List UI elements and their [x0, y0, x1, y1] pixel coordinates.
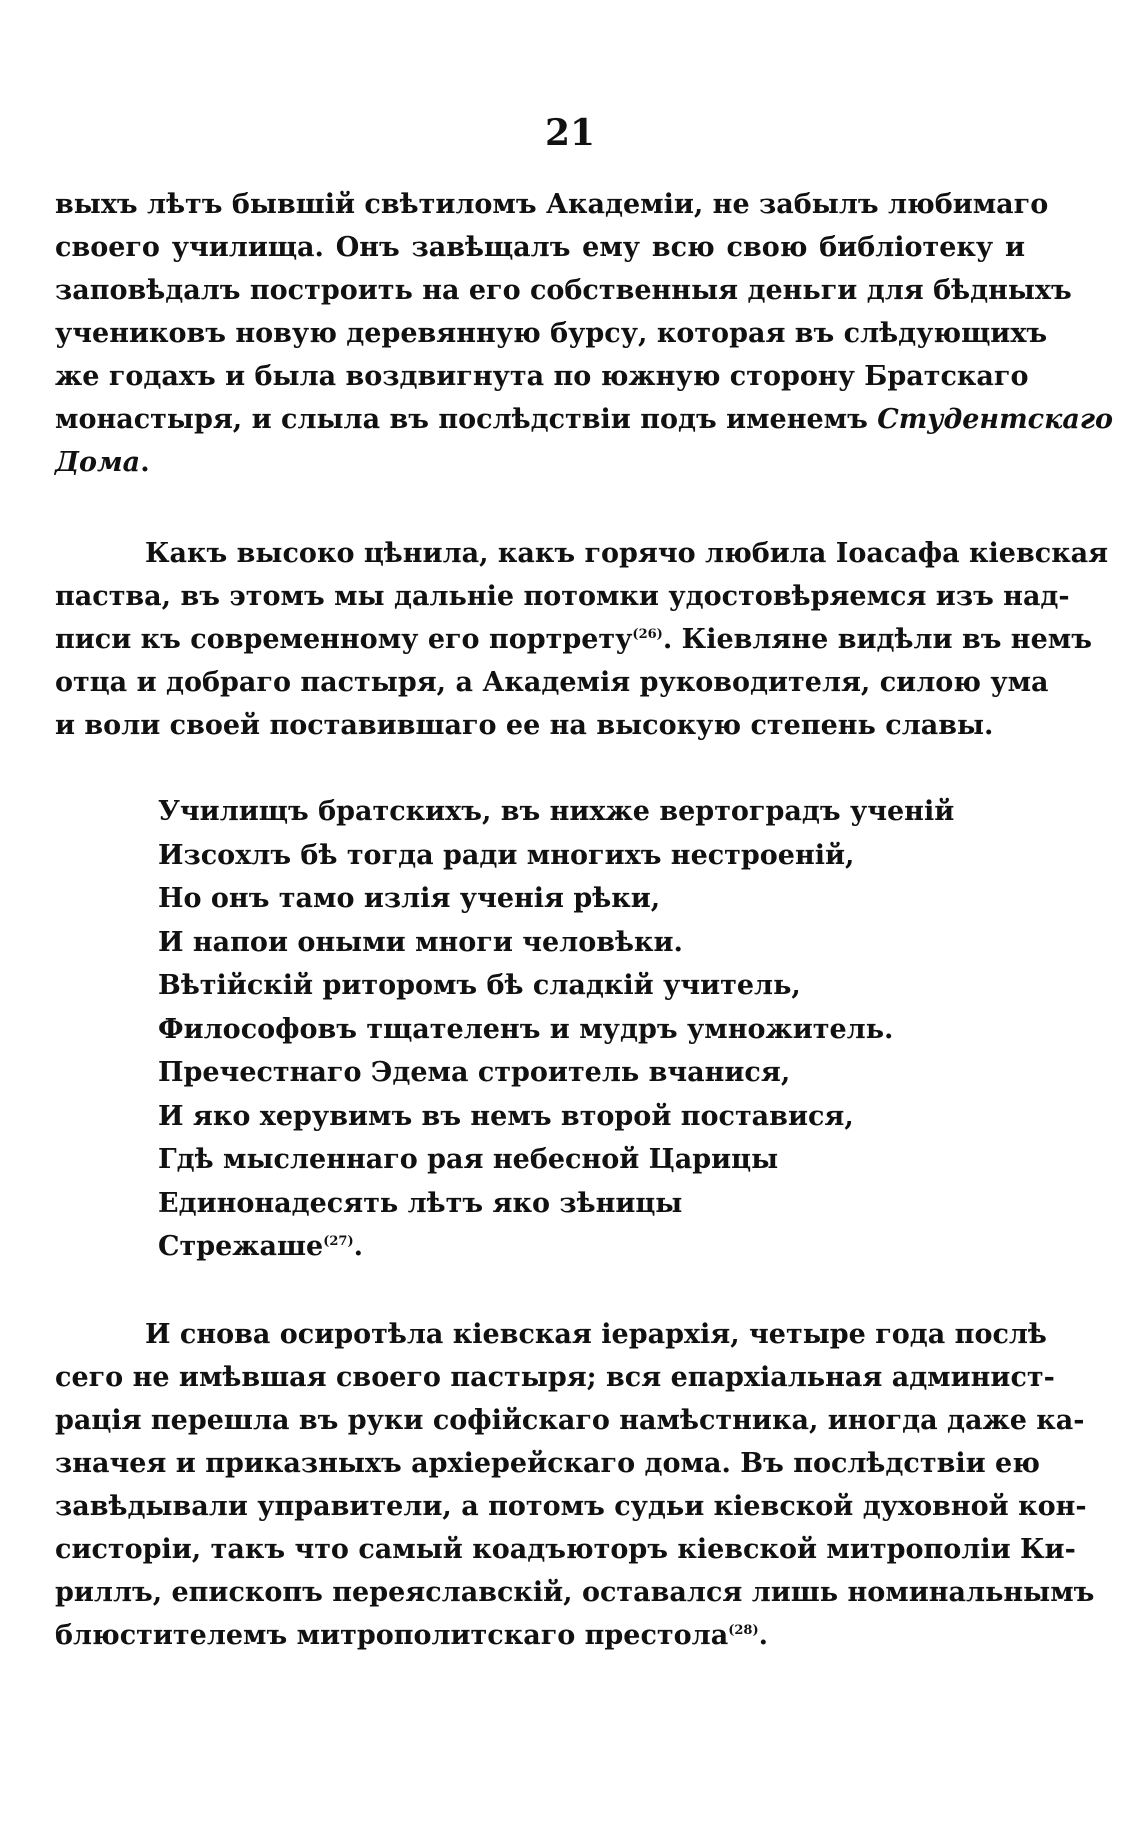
text-line: рація перешла въ руки софійскаго намѣстника, иногда даже ка- [55, 1405, 1085, 1436]
text-line: И снова осиротѣла кіевская іерархія, четыре года послѣ [145, 1319, 1047, 1350]
page-number: 21 [544, 112, 596, 154]
text-line: отца и добраго пастыря, а Академія руководителя, силою ума [55, 667, 1049, 698]
text-line: и воли своей поставившаго ее на высокую степень славы. [55, 710, 994, 741]
verse-line: Изсохлъ бѣ тогда ради многихъ нестроеній, [158, 839, 855, 871]
text-line: риллъ, епископъ переяславскій, оставался лишь номинальнымъ [55, 1577, 1095, 1608]
verse-line: Училищъ братскихъ, въ нихже вертоградъ ученій [158, 796, 955, 827]
footnote-ref: (28) [728, 1623, 759, 1638]
text-line: заповѣдалъ построить на его собственныя деньги для бѣдныхъ [55, 275, 1072, 306]
verse-line: Стрежаше$^{(27)}$. [158, 1231, 364, 1262]
text-line: сего не имѣвшая своего пастыря; вся епархіальная админист- [55, 1362, 1055, 1393]
text-line: же годахъ и была воздвигнута по южную сторону Братскаго [55, 361, 1029, 392]
verse-line: Единонадесять лѣтъ яко зѣницы [158, 1187, 683, 1219]
footnote-ref: (27) [323, 1234, 354, 1249]
text-line: блюстителемъ митрополитскаго престола$^{(28)}$. [55, 1620, 769, 1651]
text-line: выхъ лѣтъ бывшій свѣтиломъ Академіи, не забылъ любимаго [55, 189, 1049, 220]
italic-text: Студентскаго [877, 404, 1114, 435]
verse-block [158, 790, 998, 1269]
italic-text: Дома [55, 447, 141, 478]
verse-line: Вѣтійскій риторомъ бѣ сладкій учитель, [158, 970, 801, 1001]
text-line: писи къ современному его портрету$^{(26)}$. Кіевляне видѣли въ немъ [55, 624, 1092, 655]
paragraph-1 [55, 183, 1114, 484]
text-line: Дома. [55, 447, 150, 478]
text-line: монастыря, и слыла въ послѣдствіи подъ именемъ Студентскаго [55, 404, 1114, 435]
verse-line: Пречестнаго Эдема строитель вчанися, [158, 1057, 791, 1088]
text-line: завѣдывали управители, а потомъ судьи кіевской духовной кон- [55, 1491, 1087, 1522]
verse-line: Но онъ тамо излія ученія рѣки, [158, 883, 661, 914]
text-line: учениковъ новую деревянную бурсу, которая въ слѣдующихъ [55, 318, 1048, 349]
paragraph-2 [55, 532, 1109, 747]
verse-line: И яко херувимъ въ немъ второй поставися, [158, 1100, 854, 1132]
verse-line: Гдѣ мысленнаго рая небесной Царицы [158, 1144, 779, 1175]
verse-line: И напои оными многи человѣки. [158, 926, 683, 958]
paragraph-3 [55, 1313, 1095, 1657]
text-line: паства, въ этомъ мы дальніе потомки удостовѣряемся изъ над- [55, 581, 1070, 612]
footnote-ref: (26) [632, 627, 663, 642]
text-line: Какъ высоко цѣнила, какъ горячо любила Іоасафа кіевская [145, 538, 1109, 569]
text-line: значея и приказныхъ архіерейскаго дома. Въ послѣдствіи ею [55, 1448, 1040, 1479]
text-line: своего училища. Онъ завѣщалъ ему всю свою библіотеку и [55, 232, 1025, 263]
text-line: систоріи, такъ что самый коадъюторъ кіевской митрополіи Ки- [55, 1534, 1076, 1565]
verse-line: Философовъ тщателенъ и мудръ умножитель. [158, 1013, 894, 1045]
